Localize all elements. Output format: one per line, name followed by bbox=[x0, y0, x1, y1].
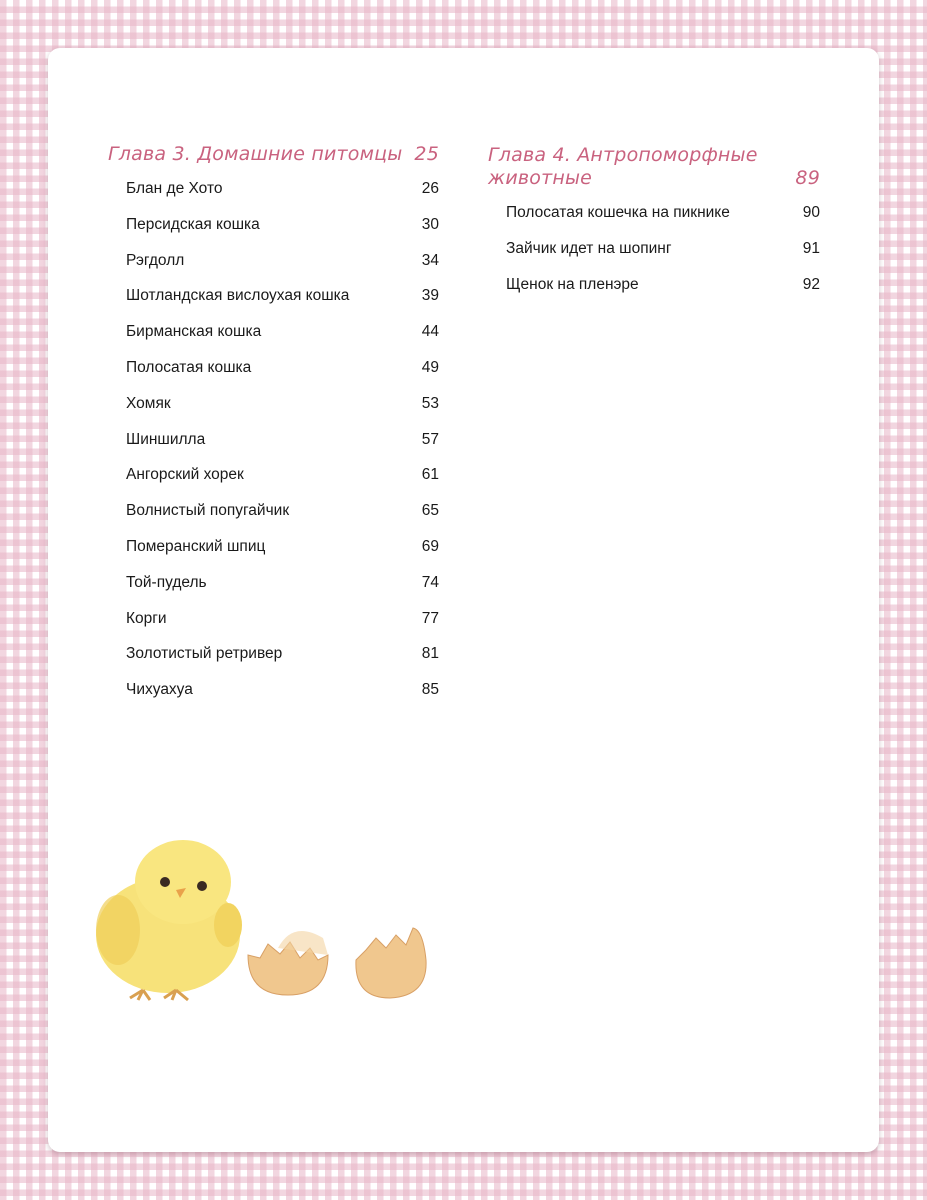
entry-page: 91 bbox=[802, 239, 820, 257]
toc-entry[interactable] bbox=[108, 180, 439, 216]
entry-page: 90 bbox=[802, 204, 820, 221]
toc-entry[interactable] bbox=[108, 610, 439, 646]
toc-entry[interactable] bbox=[108, 252, 439, 288]
entry-title: Зайчик идет на шопинг bbox=[506, 239, 672, 257]
chick bbox=[96, 840, 242, 1000]
entry-title: Рэгдолл bbox=[126, 251, 185, 269]
toc-entry[interactable] bbox=[108, 538, 439, 574]
toc-entry[interactable] bbox=[108, 466, 439, 502]
chapter-3 bbox=[108, 143, 439, 717]
entry-title: Шотландская вислоухая кошка bbox=[126, 287, 350, 305]
toc-entry[interactable] bbox=[108, 502, 439, 538]
entry-page: 65 bbox=[421, 502, 439, 520]
entry-page: 39 bbox=[421, 287, 439, 305]
entry-title: Той-пудель bbox=[126, 573, 207, 591]
entry-title: Полосатая кошечка на пикнике bbox=[506, 204, 730, 221]
entry-title: Блан де Хото bbox=[126, 180, 223, 197]
entry-title: Волнистый попугайчик bbox=[126, 502, 290, 520]
entry-title: Корги bbox=[126, 609, 167, 627]
toc-entry[interactable] bbox=[108, 574, 439, 610]
entry-title: Ангорский хорек bbox=[126, 466, 244, 484]
chick-illustration bbox=[88, 820, 448, 1020]
toc-entry[interactable] bbox=[108, 645, 439, 681]
chapter-page: 89 bbox=[795, 167, 820, 189]
toc-entry[interactable] bbox=[108, 323, 439, 359]
toc-entry[interactable] bbox=[488, 276, 820, 312]
entry-title: Щенок на пленэре bbox=[506, 275, 639, 293]
entry-page: 81 bbox=[421, 645, 439, 663]
entry-page: 92 bbox=[802, 275, 820, 293]
toc-entry[interactable] bbox=[108, 287, 439, 323]
entry-page: 34 bbox=[421, 251, 439, 269]
entry-page: 61 bbox=[421, 466, 439, 484]
chapter-title-line1: Глава 4. Антропоморфные bbox=[488, 144, 758, 166]
chapter-title-line2: животные bbox=[488, 167, 593, 189]
entry-title: Хомяк bbox=[126, 394, 171, 412]
entry-page: 44 bbox=[421, 323, 439, 341]
entry-title: Чихуахуа bbox=[126, 681, 193, 699]
toc-entry[interactable] bbox=[108, 216, 439, 252]
entry-page: 69 bbox=[421, 537, 439, 555]
eggshell bbox=[356, 928, 426, 998]
entry-page: 77 bbox=[421, 609, 439, 627]
toc-entry[interactable] bbox=[488, 240, 820, 276]
entry-title: Шиншилла bbox=[126, 430, 206, 448]
chapter-title-text: Глава 3. Домашние питомцы bbox=[108, 143, 403, 165]
entry-title: Персидская кошка bbox=[126, 215, 260, 233]
entry-page: 57 bbox=[421, 430, 439, 448]
toc-entry[interactable] bbox=[488, 204, 820, 240]
toc-entry[interactable] bbox=[108, 431, 439, 467]
chapter-title bbox=[488, 144, 820, 204]
entry-page: 30 bbox=[421, 215, 439, 233]
entry-title: Бирманская кошка bbox=[126, 323, 262, 341]
chapter-title bbox=[108, 143, 439, 180]
toc-entry[interactable] bbox=[108, 681, 439, 717]
entry-page: 85 bbox=[421, 681, 439, 699]
chapter-page: 25 bbox=[414, 143, 439, 165]
toc-entry[interactable] bbox=[108, 395, 439, 431]
toc-entry[interactable] bbox=[108, 359, 439, 395]
eggshell bbox=[248, 931, 328, 995]
entry-title: Золотистый ретривер bbox=[126, 645, 283, 663]
entry-title: Полосатая кошка bbox=[126, 358, 252, 376]
entry-page: 74 bbox=[421, 573, 439, 591]
entry-page: 26 bbox=[421, 180, 439, 197]
entry-title: Померанский шпиц bbox=[126, 537, 266, 555]
entry-page: 53 bbox=[421, 394, 439, 412]
entry-page: 49 bbox=[421, 358, 439, 376]
chapter-4 bbox=[488, 144, 820, 311]
